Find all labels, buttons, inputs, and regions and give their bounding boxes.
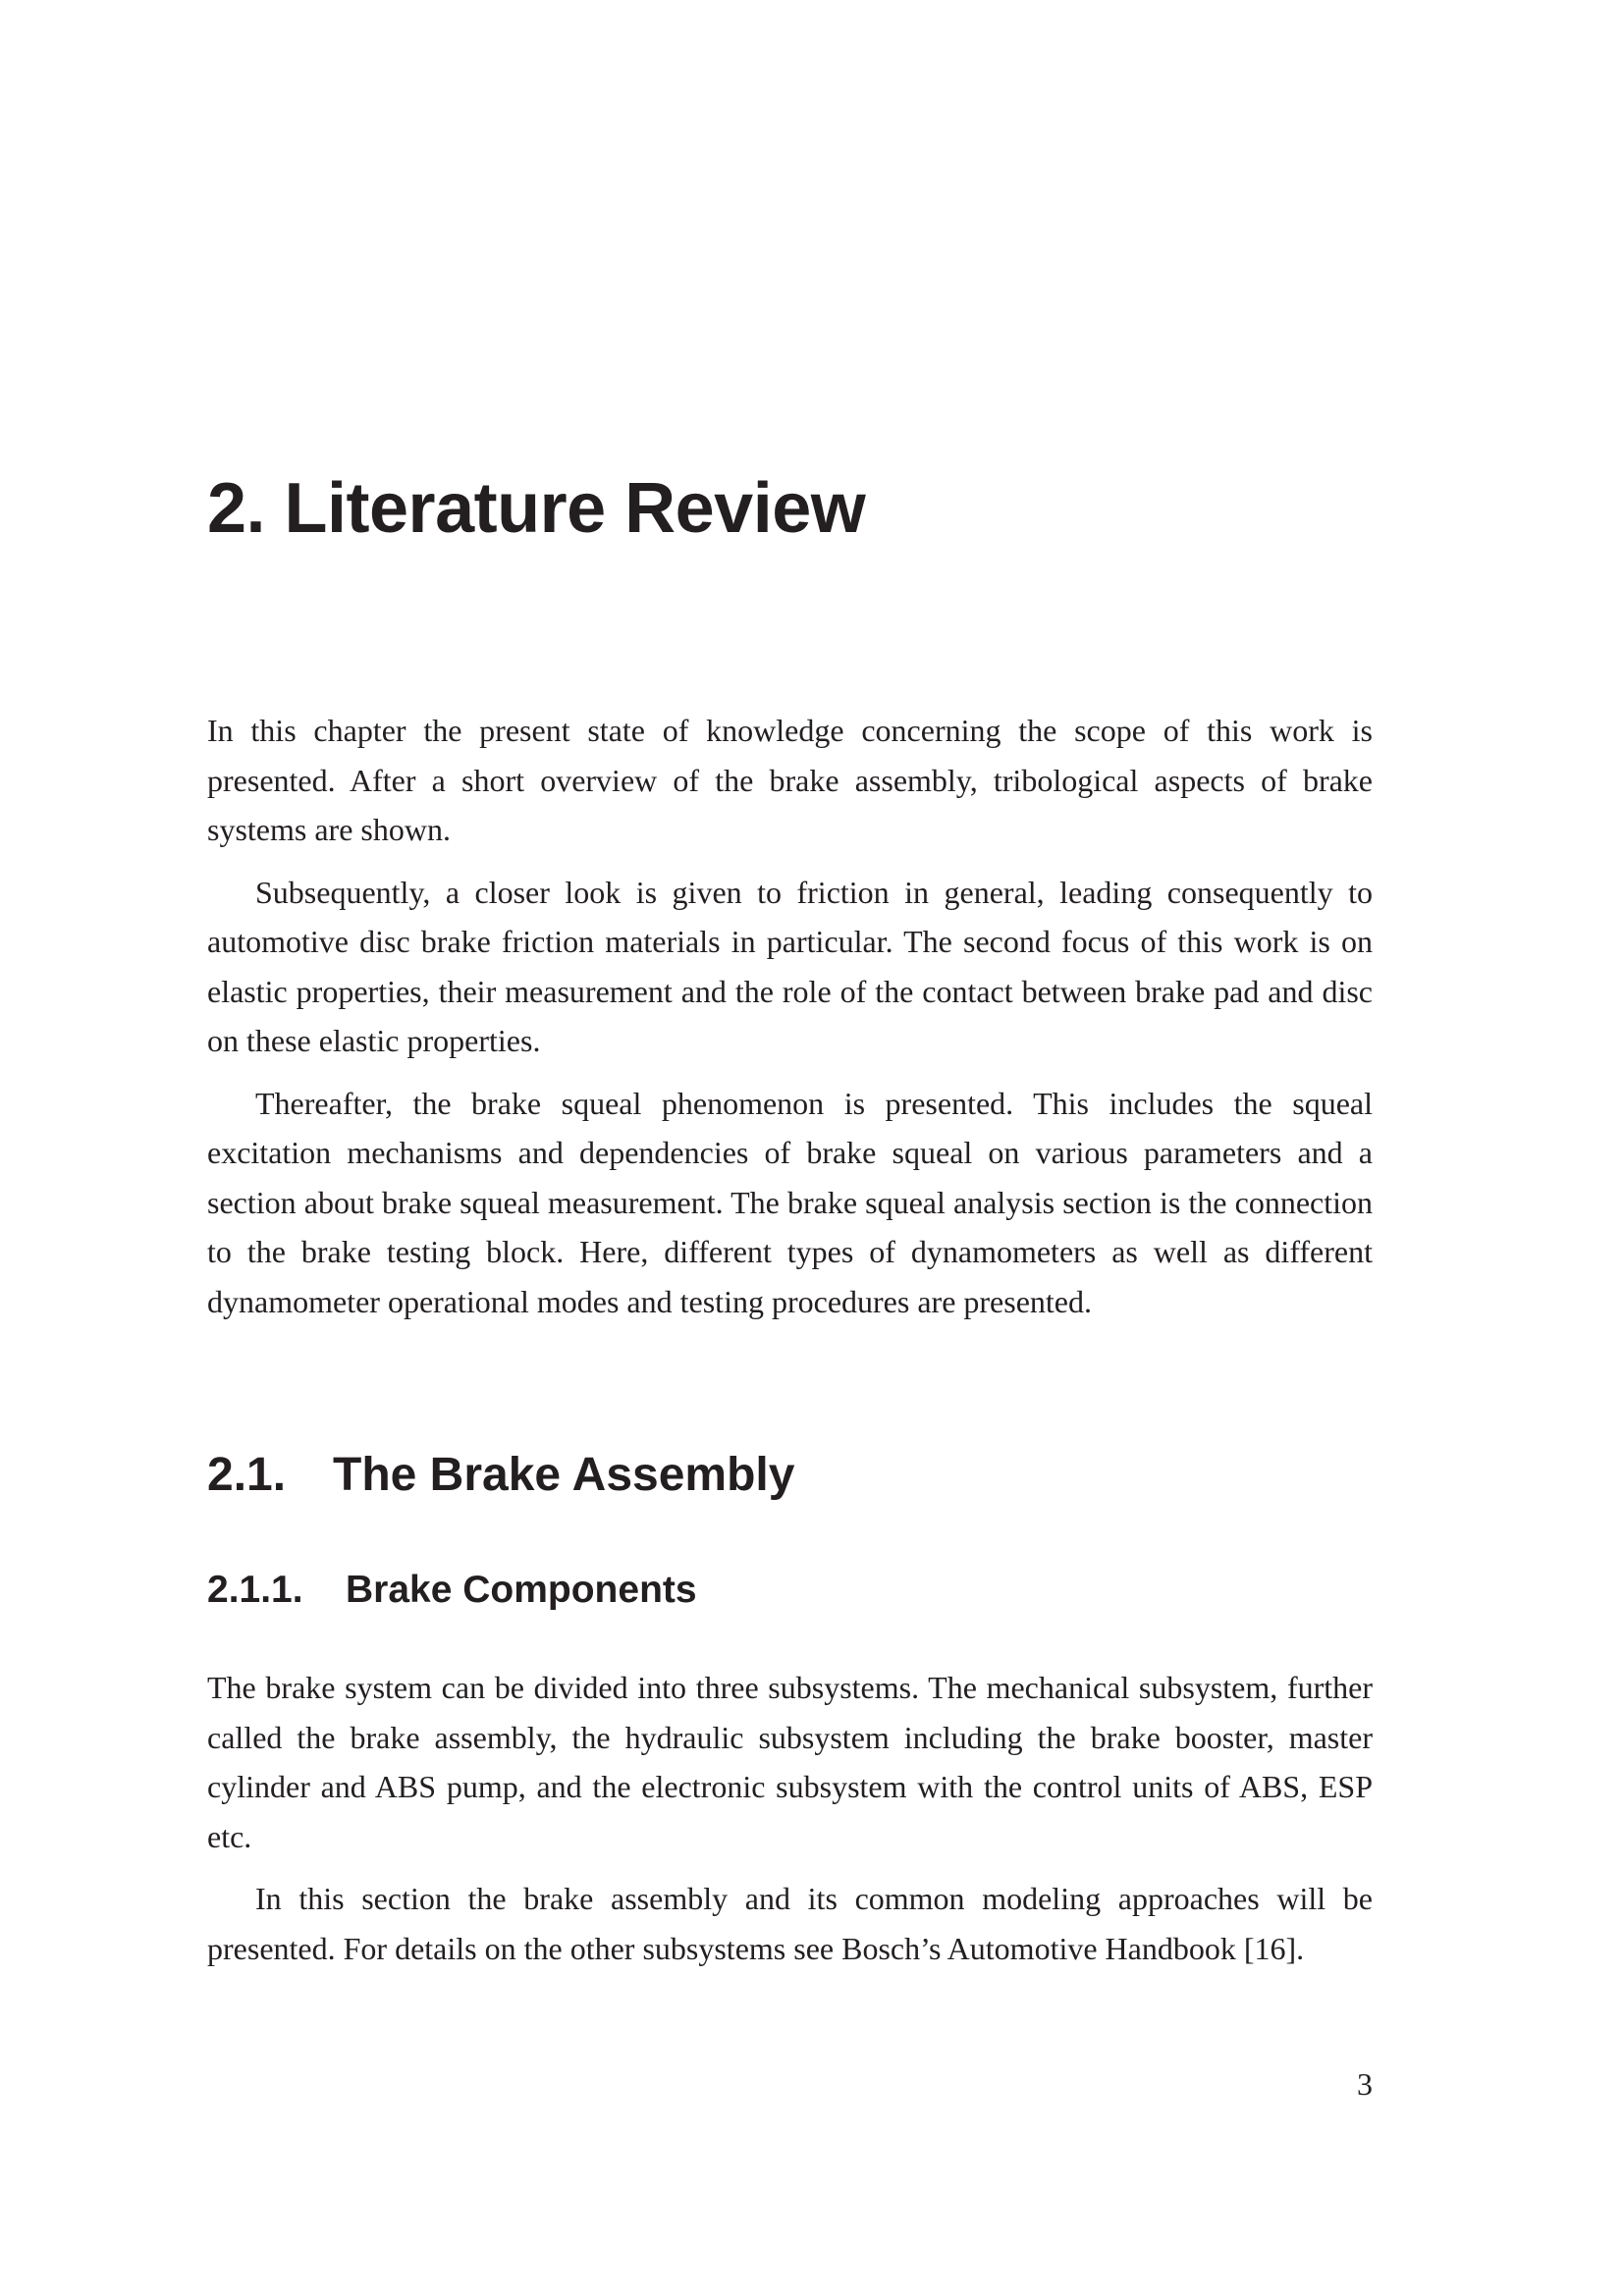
chapter-title: 2. Literature Review bbox=[207, 469, 866, 548]
subsection-number: 2.1.1. bbox=[207, 1569, 303, 1611]
chapter-intro bbox=[207, 706, 1373, 1339]
section-heading bbox=[207, 1449, 795, 1501]
section-title-text: The Brake Assembly bbox=[333, 1449, 795, 1501]
subsection-title-text: Brake Components bbox=[346, 1569, 697, 1611]
page-number: 3 bbox=[1357, 2066, 1373, 2102]
body-paragraph: In this section the brake assembly and its common modeling approaches will be presented. For details on the other subsystems see Bosch’s Automotive Handbook [16]. bbox=[207, 1881, 1373, 1966]
subsection-heading bbox=[207, 1571, 697, 1609]
section-number: 2.1. bbox=[207, 1449, 287, 1501]
intro-paragraph: Thereafter, the brake squeal phenomenon is presented. This includes the squeal excitation mechanisms and dependencies of brake squeal on various parameters and a section about brake squeal measurement. The brake squeal analysis section is the connection to the brake testing block. Here, different types of dynamometers as well as different dynamometer operational modes and testing procedures are presented. bbox=[207, 1085, 1373, 1319]
intro-paragraph: In this chapter the present state of knowledge concerning the scope of this work is presented. After a short overview of the brake assembly, tribological aspects of brake systems are shown. bbox=[207, 713, 1373, 847]
intro-paragraph: Subsequently, a closer look is given to friction in general, leading consequently to automotive disc brake friction materials in particular. The second focus of this work is on elastic properties, their measurement and the role of the contact between brake pad and disc on these elastic properties. bbox=[207, 874, 1373, 1058]
body-paragraph: The brake system can be divided into three subsystems. The mechanical subsystem, further called the brake assembly, the hydraulic subsystem including the brake booster, master cylinder and ABS pump, and the electronic subsystem with the control units of ABS, ESP etc. bbox=[207, 1670, 1373, 1854]
subsection-body bbox=[207, 1663, 1373, 1986]
